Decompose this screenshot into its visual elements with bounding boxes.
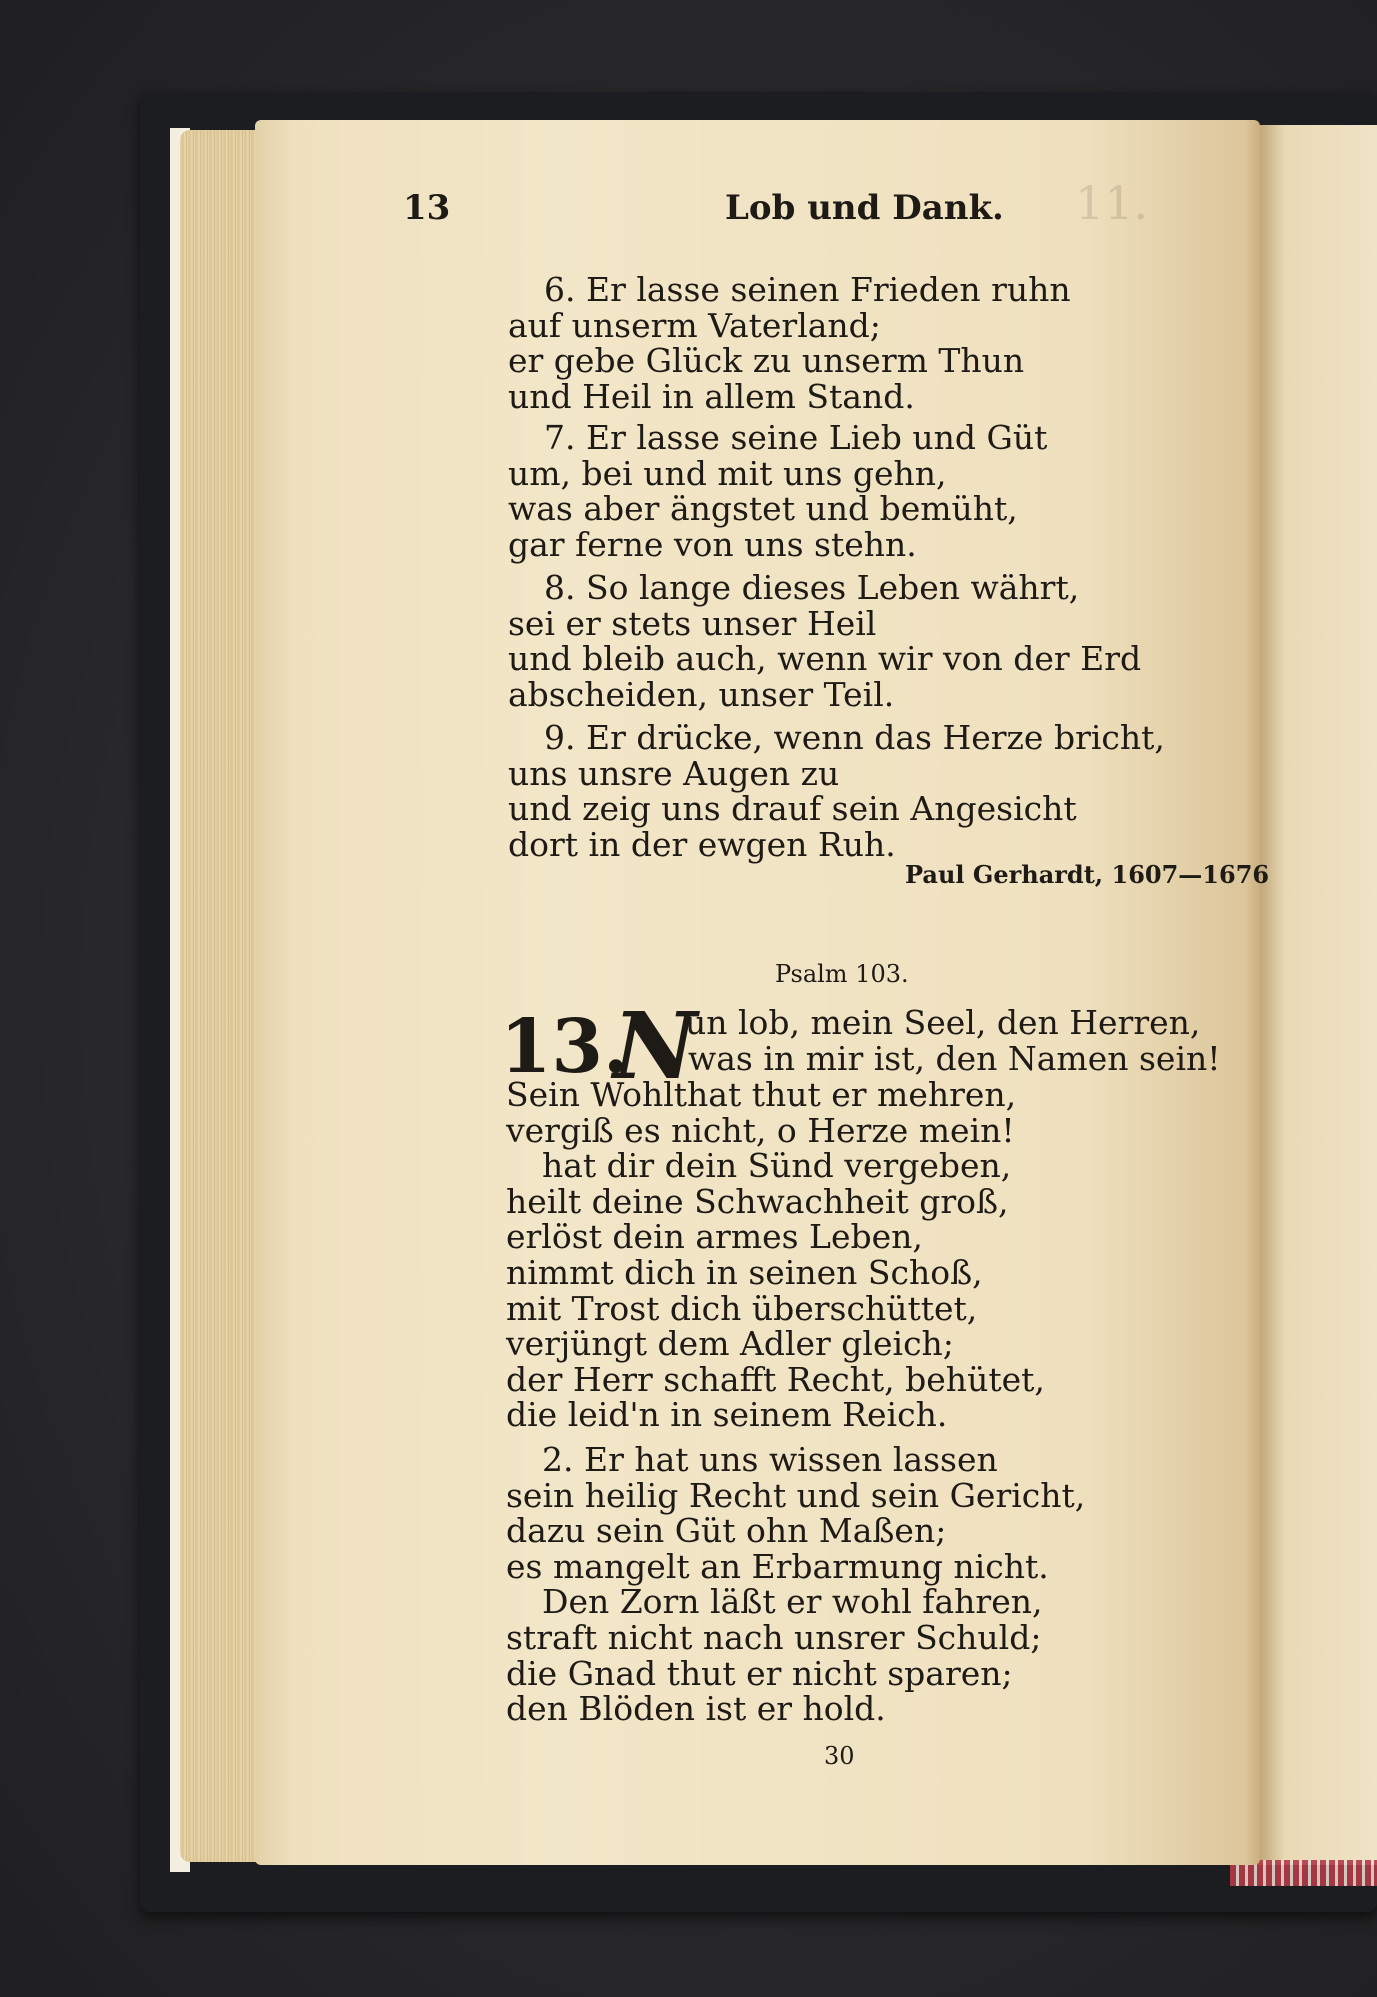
- verse-line: was aber ängstet und bemüht,: [508, 489, 1018, 529]
- verse-line: erlöst dein armes Leben,: [506, 1217, 923, 1257]
- signature-mark: 30: [824, 1742, 855, 1770]
- verse-line: Den Zorn läßt er wohl fahren,: [542, 1582, 1043, 1622]
- verse-line: sein heilig Recht und sein Gericht,: [506, 1475, 1086, 1515]
- verse-line: 9. Er drücke, wenn das Herze bricht,: [544, 718, 1165, 757]
- hymn13-source: Psalm 103.: [775, 960, 909, 988]
- hymn12-author: Paul Gerhardt, 1607—1676: [905, 860, 1270, 889]
- verse-line: uns unsre Augen zu: [508, 753, 840, 793]
- verse-line: hat dir dein Sünd vergeben,: [542, 1146, 1012, 1186]
- hymn13-first-line: un lob, mein Seel, den Herren,: [685, 1003, 1201, 1042]
- hymn13-stanza-2: [506, 1442, 1085, 1727]
- verse-line: den Blöden ist er hold.: [506, 1689, 886, 1729]
- hymn13-number: 13.: [500, 1004, 629, 1090]
- verse-line: die Gnad thut er nicht sparen;: [506, 1653, 1013, 1693]
- hymn12-stanza-9: [508, 720, 1165, 862]
- verse-line: 2. Er hat uns wissen lassen: [542, 1440, 998, 1479]
- verse-line: und bleib auch, wenn wir von der Erd: [508, 639, 1142, 679]
- verse-line: sei er stets unser Heil: [508, 603, 877, 643]
- page-title: Lob und Dank.: [725, 188, 1004, 228]
- hymn12-stanza-7: [508, 420, 1047, 562]
- verse-line: auf unserm Vaterland;: [508, 305, 881, 345]
- verse-line: er gebe Glück zu unserm Thun: [508, 341, 1025, 381]
- verse-line: 7. Er lasse seine Lieb und Güt: [544, 418, 1048, 457]
- verse-line: dazu sein Güt ohn Maßen;: [506, 1511, 947, 1551]
- verse-line: und zeig uns drauf sein Angesicht: [508, 789, 1077, 829]
- verse-line: mit Trost dich überschüttet,: [506, 1288, 978, 1328]
- bleed-through-header: 11.: [1075, 176, 1149, 230]
- verse-line: der Herr schafft Recht, behütet,: [506, 1359, 1045, 1399]
- hymn12-stanza-6: [508, 272, 1071, 414]
- verse-line: gar ferne von uns stehn.: [508, 524, 917, 564]
- hymn12-stanza-8: [508, 570, 1141, 712]
- verse-line: nimmt dich in seinen Schoß,: [506, 1252, 983, 1292]
- verse-line: um, bei und mit uns gehn,: [508, 453, 947, 493]
- hymn13-stanza-1: [506, 1077, 1045, 1433]
- verse-line: heilt deine Schwachheit groß,: [506, 1181, 1009, 1221]
- hymn13-second-line: was in mir ist, den Namen sein!: [688, 1039, 1221, 1078]
- facing-page: [1255, 125, 1377, 1865]
- verse-line: 8. So lange dieses Leben währt,: [544, 568, 1080, 607]
- verse-line: 6. Er lasse seinen Frieden ruhn: [544, 270, 1071, 309]
- verse-line: Sein Wohlthat thut er mehren,: [506, 1075, 1017, 1114]
- verse-line: verjüngt dem Adler gleich;: [506, 1324, 954, 1364]
- page-number: 13: [403, 188, 451, 228]
- verse-line: vergiß es nicht, o Herze mein!: [506, 1110, 1015, 1150]
- hymn13-dropcap: N: [613, 992, 698, 1100]
- verse-line: dort in der ewgen Ruh.: [508, 824, 896, 864]
- verse-line: straft nicht nach unsrer Schuld;: [506, 1617, 1042, 1657]
- verse-line: es mangelt an Erbarmung nicht.: [506, 1546, 1049, 1586]
- verse-line: die leid'n in seinem Reich.: [506, 1395, 948, 1435]
- verse-line: und Heil in allem Stand.: [508, 376, 915, 416]
- verse-line: abscheiden, unser Teil.: [508, 674, 895, 714]
